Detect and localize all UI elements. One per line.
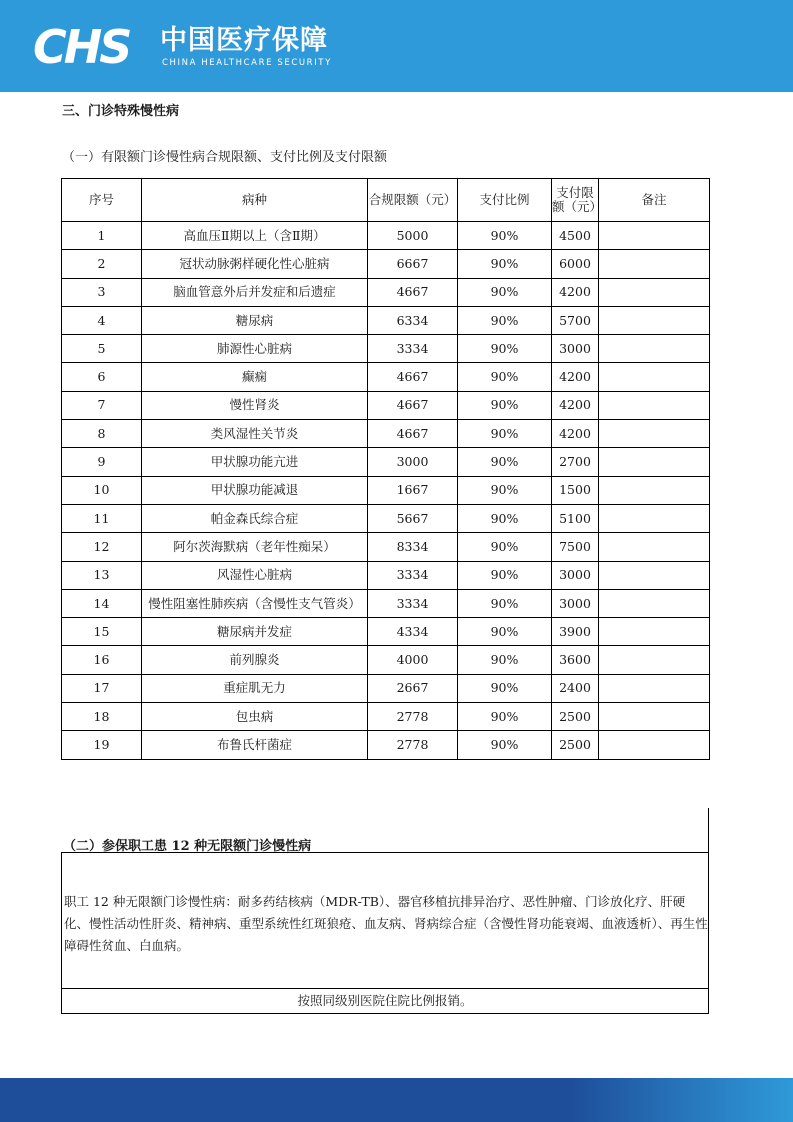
footer-banner: [0, 1078, 793, 1122]
cell-remarks: [599, 589, 710, 617]
cell-index: 19: [62, 731, 142, 759]
chronic-disease-table: [61, 178, 710, 760]
cell-payment-limit: 4200: [552, 420, 599, 448]
cell-payment-ratio: 90%: [458, 589, 552, 617]
col-header-payment-limit: 支付限额（元）: [552, 179, 599, 222]
subsection2-footer: 按照同级别医院住院比例报销。: [61, 989, 708, 1014]
cell-payment-ratio: 90%: [458, 731, 552, 759]
cell-payment-ratio: 90%: [458, 476, 552, 504]
cell-remarks: [599, 504, 710, 532]
cell-disease: 布鲁氏杆菌症: [142, 731, 368, 759]
cell-payment-ratio: 90%: [458, 250, 552, 278]
table-row: [62, 674, 710, 702]
cell-payment-limit: 5100: [552, 504, 599, 532]
cell-remarks: [599, 250, 710, 278]
col-header-index: 序号: [62, 179, 142, 222]
cell-payment-ratio: 90%: [458, 533, 552, 561]
cell-disease: 糖尿病并发症: [142, 618, 368, 646]
cell-payment-ratio: 90%: [458, 561, 552, 589]
cell-remarks: [599, 703, 710, 731]
cell-disease: 甲状腺功能亢进: [142, 448, 368, 476]
cell-remarks: [599, 448, 710, 476]
cell-remarks: [599, 363, 710, 391]
cell-index: 10: [62, 476, 142, 504]
subsection2-body: 职工 12 种无限额门诊慢性病：耐多药结核病（MDR-TB）、器官移植抗排异治疗、恶性肿瘤、门诊放化疗、肝硬化、慢性活动性肝炎、精神病、重型系统性红斑狼疮、血友病、肾病综合症（含慢性肾功能衰竭、血液透析）、再生性障碍性贫血、白血病。: [64, 894, 708, 953]
cell-payment-ratio: 90%: [458, 674, 552, 702]
cell-compliant-limit: 3000: [368, 448, 458, 476]
cell-payment-ratio: 90%: [458, 363, 552, 391]
table-header-row: [62, 179, 710, 222]
table-row: [62, 335, 710, 363]
table-row: [62, 504, 710, 532]
cell-index: 5: [62, 335, 142, 363]
cell-compliant-limit: 4000: [368, 646, 458, 674]
cell-payment-ratio: 90%: [458, 335, 552, 363]
cell-index: 14: [62, 589, 142, 617]
table-body: [62, 222, 710, 760]
cell-remarks: [599, 420, 710, 448]
cell-payment-limit: 5700: [552, 306, 599, 334]
cell-remarks: [599, 222, 710, 250]
cell-compliant-limit: 1667: [368, 476, 458, 504]
cell-payment-limit: 7500: [552, 533, 599, 561]
cell-index: 18: [62, 703, 142, 731]
cell-payment-limit: 4200: [552, 363, 599, 391]
logo-chinese-name: 中国医疗保障: [160, 25, 328, 56]
header-banner: [0, 0, 793, 92]
table-row: [62, 250, 710, 278]
cell-disease: 癫痫: [142, 363, 368, 391]
table-row: [62, 589, 710, 617]
subsection1-title: （一）有限额门诊慢性病合规限额、支付比例及支付限额: [62, 150, 388, 165]
table-row: [62, 278, 710, 306]
cell-index: 7: [62, 391, 142, 419]
cell-disease: 慢性阻塞性肺疾病（含慢性支气管炎）: [142, 589, 368, 617]
cell-index: 17: [62, 674, 142, 702]
table-row: [62, 306, 710, 334]
cell-disease: 糖尿病: [142, 306, 368, 334]
cell-payment-ratio: 90%: [458, 504, 552, 532]
cell-disease: 重症肌无力: [142, 674, 368, 702]
cell-compliant-limit: 6667: [368, 250, 458, 278]
cell-disease: 肺源性心脏病: [142, 335, 368, 363]
cell-remarks: [599, 278, 710, 306]
cell-payment-limit: 3600: [552, 646, 599, 674]
cell-payment-limit: 3000: [552, 561, 599, 589]
cell-index: 16: [62, 646, 142, 674]
cell-index: 9: [62, 448, 142, 476]
table-row: [62, 646, 710, 674]
cell-compliant-limit: 2667: [368, 674, 458, 702]
cell-index: 8: [62, 420, 142, 448]
cell-payment-ratio: 90%: [458, 420, 552, 448]
col-header-disease: 病种: [142, 179, 368, 222]
cell-index: 6: [62, 363, 142, 391]
cell-index: 3: [62, 278, 142, 306]
cell-disease: 风湿性心脏病: [142, 561, 368, 589]
cell-payment-ratio: 90%: [458, 306, 552, 334]
cell-compliant-limit: 2778: [368, 731, 458, 759]
cell-remarks: [599, 646, 710, 674]
cell-payment-limit: 1500: [552, 476, 599, 504]
table-row: [62, 618, 710, 646]
cell-remarks: [599, 476, 710, 504]
cell-payment-limit: 3000: [552, 335, 599, 363]
cell-payment-limit: 4500: [552, 222, 599, 250]
cell-disease: 前列腺炎: [142, 646, 368, 674]
cell-compliant-limit: 5667: [368, 504, 458, 532]
col-header-payment-ratio: 支付比例: [458, 179, 552, 222]
cell-payment-limit: 2700: [552, 448, 599, 476]
table-row: [62, 222, 710, 250]
cell-disease: 脑血管意外后并发症和后遗症: [142, 278, 368, 306]
cell-compliant-limit: 4667: [368, 420, 458, 448]
cell-payment-ratio: 90%: [458, 703, 552, 731]
cell-disease: 阿尔茨海默病（老年性痴呆）: [142, 533, 368, 561]
cell-compliant-limit: 3334: [368, 335, 458, 363]
cell-remarks: [599, 533, 710, 561]
cell-payment-ratio: 90%: [458, 448, 552, 476]
cell-remarks: [599, 674, 710, 702]
table-row: [62, 363, 710, 391]
cell-index: 2: [62, 250, 142, 278]
cell-compliant-limit: 3334: [368, 589, 458, 617]
cell-payment-limit: 2500: [552, 703, 599, 731]
cell-payment-ratio: 90%: [458, 222, 552, 250]
table-row: [62, 703, 710, 731]
section-title: 三、门诊特殊慢性病: [62, 104, 180, 119]
table-row: [62, 476, 710, 504]
cell-disease: 冠状动脉粥样硬化性心脏病: [142, 250, 368, 278]
cell-index: 12: [62, 533, 142, 561]
subsection2-title-cell: [61, 808, 708, 853]
col-header-remarks: 备注: [599, 179, 710, 222]
cell-compliant-limit: 4334: [368, 618, 458, 646]
table-row: [62, 561, 710, 589]
table-row: [62, 731, 710, 759]
cell-remarks: [599, 731, 710, 759]
cell-disease: 高血压Ⅱ期以上（含Ⅱ期）: [142, 222, 368, 250]
cell-payment-limit: 2400: [552, 674, 599, 702]
cell-payment-limit: 6000: [552, 250, 599, 278]
cell-index: 11: [62, 504, 142, 532]
logo-english-name: CHINA HEALTHCARE SECURITY: [162, 58, 332, 68]
cell-remarks: [599, 391, 710, 419]
cell-index: 15: [62, 618, 142, 646]
table-row: [62, 391, 710, 419]
cell-compliant-limit: 2778: [368, 703, 458, 731]
table-row: [62, 448, 710, 476]
cell-compliant-limit: 6334: [368, 306, 458, 334]
subsection2-box: [61, 808, 709, 1014]
cell-compliant-limit: 4667: [368, 391, 458, 419]
cell-payment-ratio: 90%: [458, 646, 552, 674]
cell-index: 4: [62, 306, 142, 334]
cell-index: 1: [62, 222, 142, 250]
cell-compliant-limit: 8334: [368, 533, 458, 561]
cell-remarks: [599, 306, 710, 334]
cell-disease: 甲状腺功能减退: [142, 476, 368, 504]
cell-payment-limit: 3900: [552, 618, 599, 646]
subsection2-title: （二）参保职工患 12 种无限额门诊慢性病: [63, 839, 312, 854]
cell-payment-ratio: 90%: [458, 618, 552, 646]
cell-payment-ratio: 90%: [458, 391, 552, 419]
cell-disease: 帕金森氏综合症: [142, 504, 368, 532]
cell-payment-limit: 3000: [552, 589, 599, 617]
cell-compliant-limit: 3334: [368, 561, 458, 589]
cell-disease: 类风湿性关节炎: [142, 420, 368, 448]
cell-disease: 包虫病: [142, 703, 368, 731]
cell-payment-limit: 4200: [552, 391, 599, 419]
subsection2-body-cell: [61, 853, 708, 989]
cell-compliant-limit: 5000: [368, 222, 458, 250]
cell-disease: 慢性肾炎: [142, 391, 368, 419]
cell-payment-ratio: 90%: [458, 278, 552, 306]
table-row: [62, 420, 710, 448]
cell-remarks: [599, 618, 710, 646]
cell-compliant-limit: 4667: [368, 363, 458, 391]
cell-remarks: [599, 561, 710, 589]
chs-logo: CHS: [33, 20, 130, 74]
table-row: [62, 533, 710, 561]
cell-payment-limit: 4200: [552, 278, 599, 306]
cell-remarks: [599, 335, 710, 363]
cell-compliant-limit: 4667: [368, 278, 458, 306]
cell-index: 13: [62, 561, 142, 589]
col-header-compliant-limit: 合规限额（元）: [368, 179, 458, 222]
cell-payment-limit: 2500: [552, 731, 599, 759]
